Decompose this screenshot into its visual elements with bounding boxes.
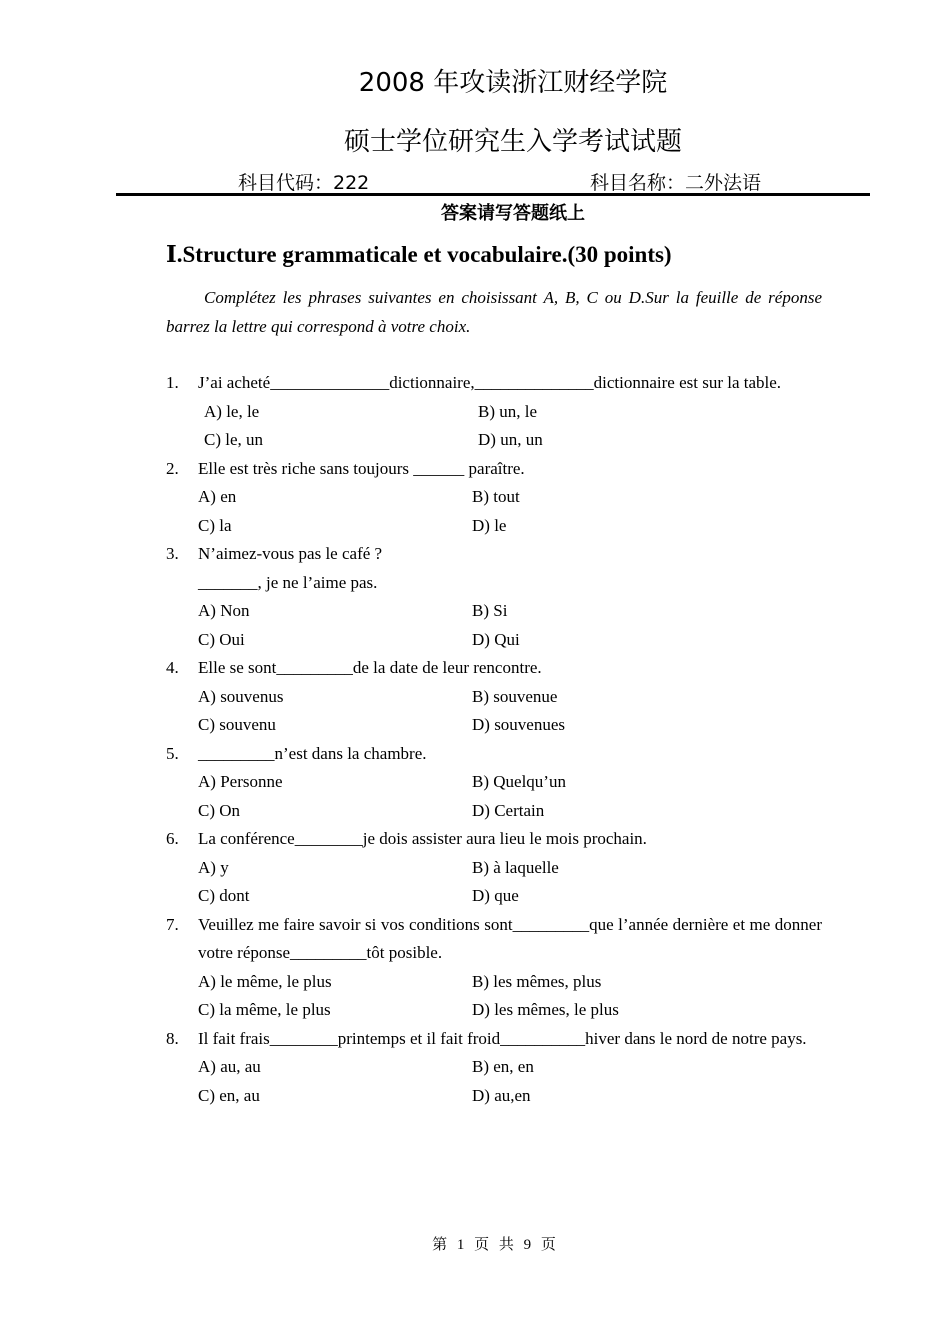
question-text: [198, 911, 822, 968]
question-text: [198, 540, 822, 597]
answer-option: B) tout: [472, 487, 520, 506]
exam-title-line1: 2008 年攻读浙江财经学院: [358, 68, 668, 98]
question-number: 2.: [166, 458, 179, 478]
answer-option: A) le même, le plus: [198, 971, 332, 991]
answer-option: D) que: [472, 886, 519, 905]
answer-options: [198, 398, 822, 455]
answer-option: C) la même, le plus: [198, 1000, 331, 1019]
question-number: 5.: [166, 743, 179, 763]
subject-name: 科目名称：二外法语: [590, 172, 762, 194]
answer-option: C) dont: [198, 886, 250, 905]
answer-option: D) Qui: [472, 629, 520, 649]
question-item: [166, 654, 822, 740]
question-item: [166, 455, 822, 541]
answer-option: C) On: [198, 800, 241, 820]
answer-options: [198, 968, 822, 1025]
question-text: [198, 654, 822, 683]
answer-option: D) Certain: [472, 800, 545, 820]
question-number: 8.: [166, 1028, 179, 1048]
question-number: 6.: [166, 829, 179, 848]
question-line: Elle se sont_________de la date de leur rencontre.: [198, 658, 542, 677]
question-line: _______, je ne l’aime pas.: [198, 572, 378, 592]
answer-option: A) souvenus: [198, 686, 284, 706]
answer-option: B) les mêmes, plus: [472, 971, 602, 991]
question-text: [198, 740, 822, 769]
page-footer: 第 1 页 共 9 页: [432, 1237, 556, 1253]
answer-options: [198, 483, 822, 540]
answer-option: D) les mêmes, le plus: [472, 1000, 619, 1019]
answer-options: [198, 854, 822, 911]
question-text: [198, 1025, 822, 1054]
header-divider: [116, 193, 870, 196]
question-number: 3.: [166, 544, 179, 563]
question-number: 7.: [166, 914, 179, 934]
subject-code: 科目代码：222: [238, 172, 370, 194]
answer-option: C) Oui: [198, 629, 245, 649]
answer-option: A) en: [198, 487, 237, 506]
answer-option: A) Personne: [198, 772, 283, 791]
question-item: [166, 825, 822, 911]
question-text: [198, 369, 822, 398]
question-list: [166, 369, 822, 1110]
answer-option: B) Quelqu’un: [472, 772, 566, 791]
answer-options: [198, 768, 822, 825]
answer-option: D) un, un: [478, 430, 543, 449]
section-heading: Ⅰ.Structure grammaticale et vocabulaire.(30 points): [166, 242, 672, 267]
answer-option: A) Non: [198, 601, 250, 620]
answer-options: [198, 597, 822, 654]
answer-option: A) le, le: [204, 401, 260, 421]
question-item: [166, 911, 822, 1025]
question-line: N’aimez-vous pas le café ?: [198, 544, 383, 563]
answer-options: [198, 683, 822, 740]
answer-option: C) la: [198, 515, 232, 535]
answer-option: B) Si: [472, 601, 508, 620]
answer-note: 答案请写答题纸上: [441, 203, 585, 224]
question-item: [166, 740, 822, 826]
answer-option: D) souvenues: [472, 715, 566, 734]
question-item: [166, 540, 822, 654]
question-number: 1.: [166, 373, 179, 392]
question-line: La conférence________je dois assister aura lieu le mois prochain.: [198, 829, 647, 848]
question-line: Il fait frais________printemps et il fait froid__________hiver dans le nord de notre pays.: [198, 1028, 807, 1048]
section-instructions: Complétez les phrases suivantes en choisissant A, B, C ou D.Sur la feuille de réponse barrez la lettre qui correspond à votre choix.: [166, 288, 822, 336]
answer-option: C) souvenu: [198, 715, 276, 734]
answer-option: C) en, au: [198, 1085, 260, 1105]
question-line: Veuillez me faire savoir si vos conditions sont_________que l’année dernière et me donner votre réponse_________tôt posible.: [198, 914, 822, 962]
question-line: J’ai acheté______________dictionnaire,______________dictionnaire est sur la table.: [198, 373, 782, 392]
answer-option: B) en, en: [472, 1057, 534, 1076]
answer-option: A) au, au: [198, 1057, 261, 1076]
answer-option: A) y: [198, 857, 229, 877]
question-text: [198, 455, 822, 484]
question-line: Elle est très riche sans toujours ______ paraître.: [198, 458, 525, 478]
answer-option: D) au,en: [472, 1085, 531, 1105]
answer-option: D) le: [472, 515, 507, 535]
answer-option: C) le, un: [204, 430, 264, 449]
answer-option: B) à laquelle: [472, 857, 559, 877]
exam-title-line2: 硕士学位研究生入学考试试题: [343, 127, 682, 157]
answer-options: [198, 1053, 822, 1110]
question-text: [198, 825, 822, 854]
question-line: _________n’est dans la chambre.: [198, 743, 427, 763]
question-item: [166, 1025, 822, 1111]
question-number: 4.: [166, 658, 179, 677]
answer-option: B) souvenue: [472, 686, 558, 706]
answer-option: B) un, le: [478, 401, 538, 421]
question-item: [166, 369, 822, 455]
